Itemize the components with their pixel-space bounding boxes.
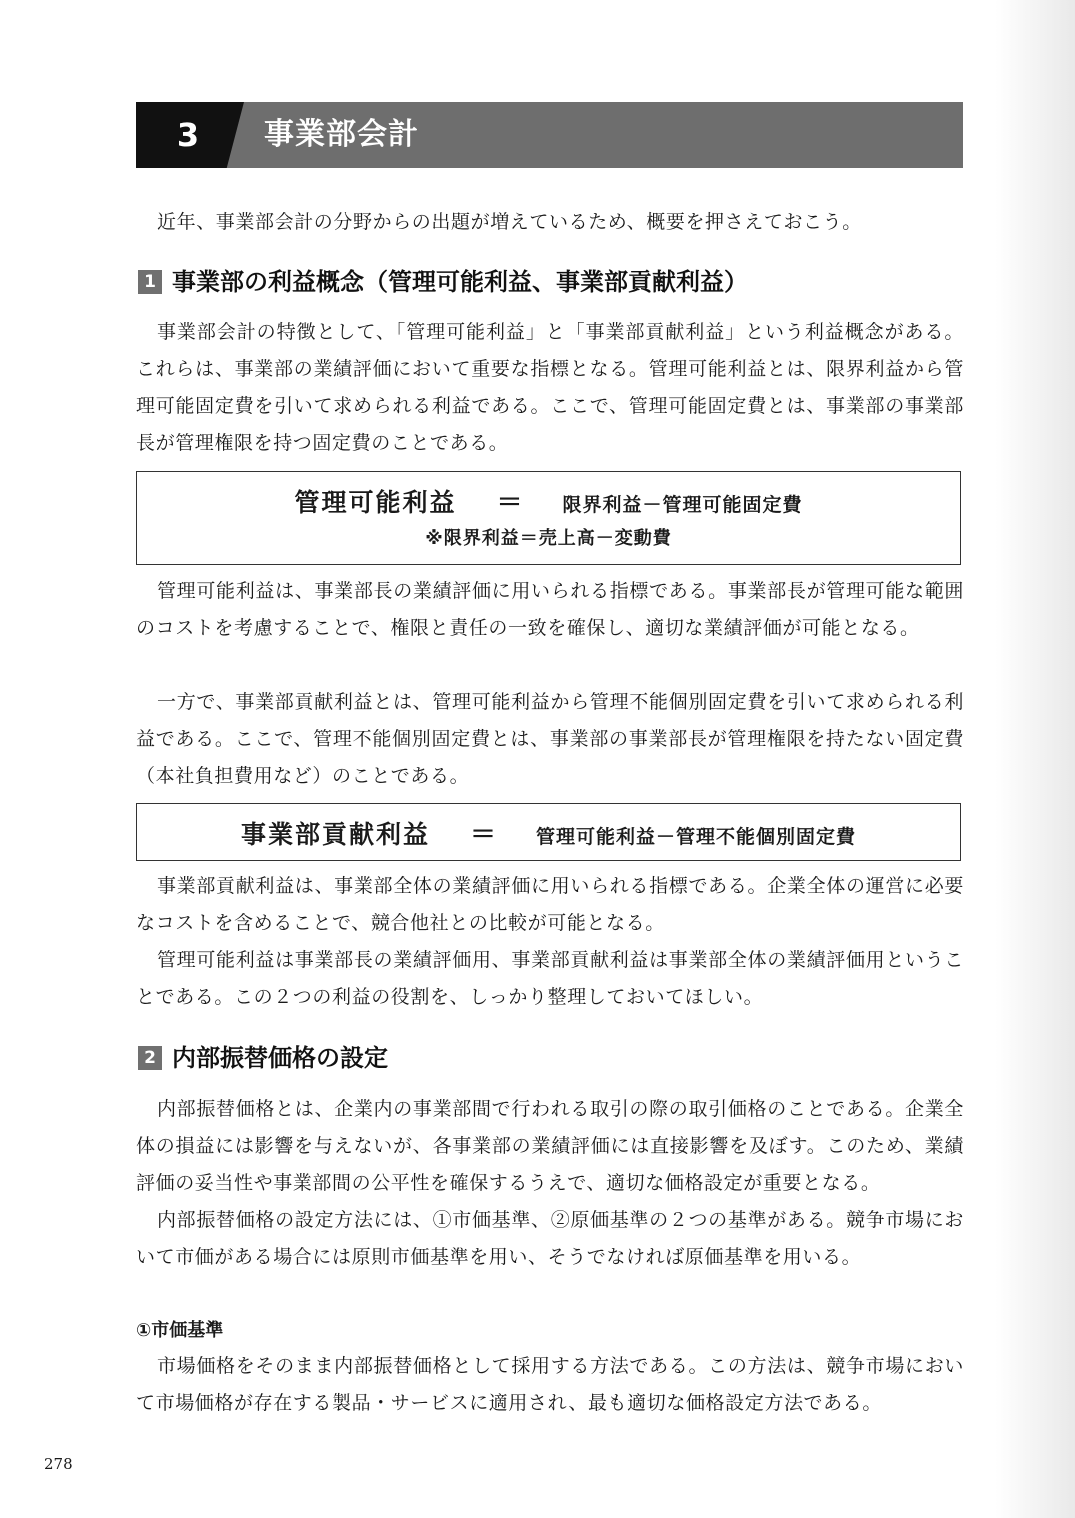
chapter-title: 事業部会計 [264, 117, 419, 152]
page-edge-shade [995, 0, 1075, 1518]
formula-box-controllable-profit [136, 471, 961, 565]
chapter-number: 3 [176, 116, 200, 154]
formula-2-rhs: 管理可能利益－管理不能個別固定費 [536, 826, 857, 848]
formula-2-equals: ＝ [469, 820, 496, 850]
section-2-paragraph-1: 内部振替価格とは、企業内の事業部間で行われる取引の際の取引価格のことである。企業全体の損益には影響を与えないが、各事業部の業績評価には直接影響を及ぼす。このため、業績評価の妥当性や事業部間の公平性を確保するうえで、適切な価格設定が重要となる。 [136, 1098, 964, 1194]
section-1-paragraph-4: 事業部貢献利益は、事業部全体の業績評価に用いられる指標である。企業全体の運営に必要なコストを含めることで、競合他社との比較が可能となる。 [136, 875, 964, 934]
formula-1-line [137, 482, 960, 519]
formula-2-lhs: 事業部貢献利益 [240, 820, 430, 849]
formula-2-line [137, 814, 960, 851]
section-1-paragraph-5: 管理可能利益は事業部長の業績評価用、事業部貢献利益は事業部全体の業績評価用ということである。この２つの利益の役割を、しっかり整理しておいてほしい。 [136, 949, 964, 1008]
formula-1-equals: ＝ [496, 488, 523, 518]
section-1-number: 1 [138, 270, 162, 294]
subsection-market-price-paragraph: 市場価格をそのまま内部振替価格として採用する方法である。この方法は、競争市場において市場価格が存在する製品・サービスに適用され、最も適切な価格設定方法である。 [136, 1355, 964, 1414]
section-2-number: 2 [138, 1046, 162, 1070]
subsection-market-price-heading: ①市価基準 [136, 1320, 224, 1341]
section-1-paragraph-1: 事業部会計の特徴として、「管理可能利益」と「事業部貢献利益」という利益概念がある。これらは、事業部の業績評価において重要な指標となる。管理可能利益とは、限界利益から管理可能固定費を引いて求められる利益である。ここで、管理可能固定費とは、事業部の事業部長が管理権限を持つ固定費のことである。 [136, 321, 964, 454]
formula-box-contribution-profit [136, 803, 961, 861]
section-1-title: 事業部の利益概念（管理可能利益、事業部貢献利益） [172, 268, 748, 296]
formula-1-lhs: 管理可能利益 [294, 488, 457, 517]
section-1-paragraph-3: 一方で、事業部貢献利益とは、管理可能利益から管理不能個別固定費を引いて求められる利益である。ここで、管理不能個別固定費とは、事業部の事業部長が管理権限を持たない固定費（本社負担費用など）のことである。 [136, 691, 964, 787]
formula-1-note: ※限界利益＝売上高－変動費 [425, 528, 672, 549]
section-2-title: 内部振替価格の設定 [172, 1044, 388, 1072]
formula-1-rhs: 限界利益－管理可能固定費 [562, 494, 803, 516]
chapter-header [136, 102, 963, 168]
section-2-paragraph-2: 内部振替価格の設定方法には、①市価基準、②原価基準の２つの基準がある。競争市場において市価がある場合には原則市価基準を用い、そうでなければ原価基準を用いる。 [136, 1209, 964, 1268]
page-number: 278 [44, 1455, 73, 1473]
intro-paragraph: 近年、事業部会計の分野からの出題が増えているため、概要を押さえておこう。 [157, 211, 862, 233]
section-1-paragraph-2: 管理可能利益は、事業部長の業績評価に用いられる指標である。事業部長が管理可能な範囲のコストを考慮することで、権限と責任の一致を確保し、適切な業績評価が可能となる。 [136, 580, 964, 639]
